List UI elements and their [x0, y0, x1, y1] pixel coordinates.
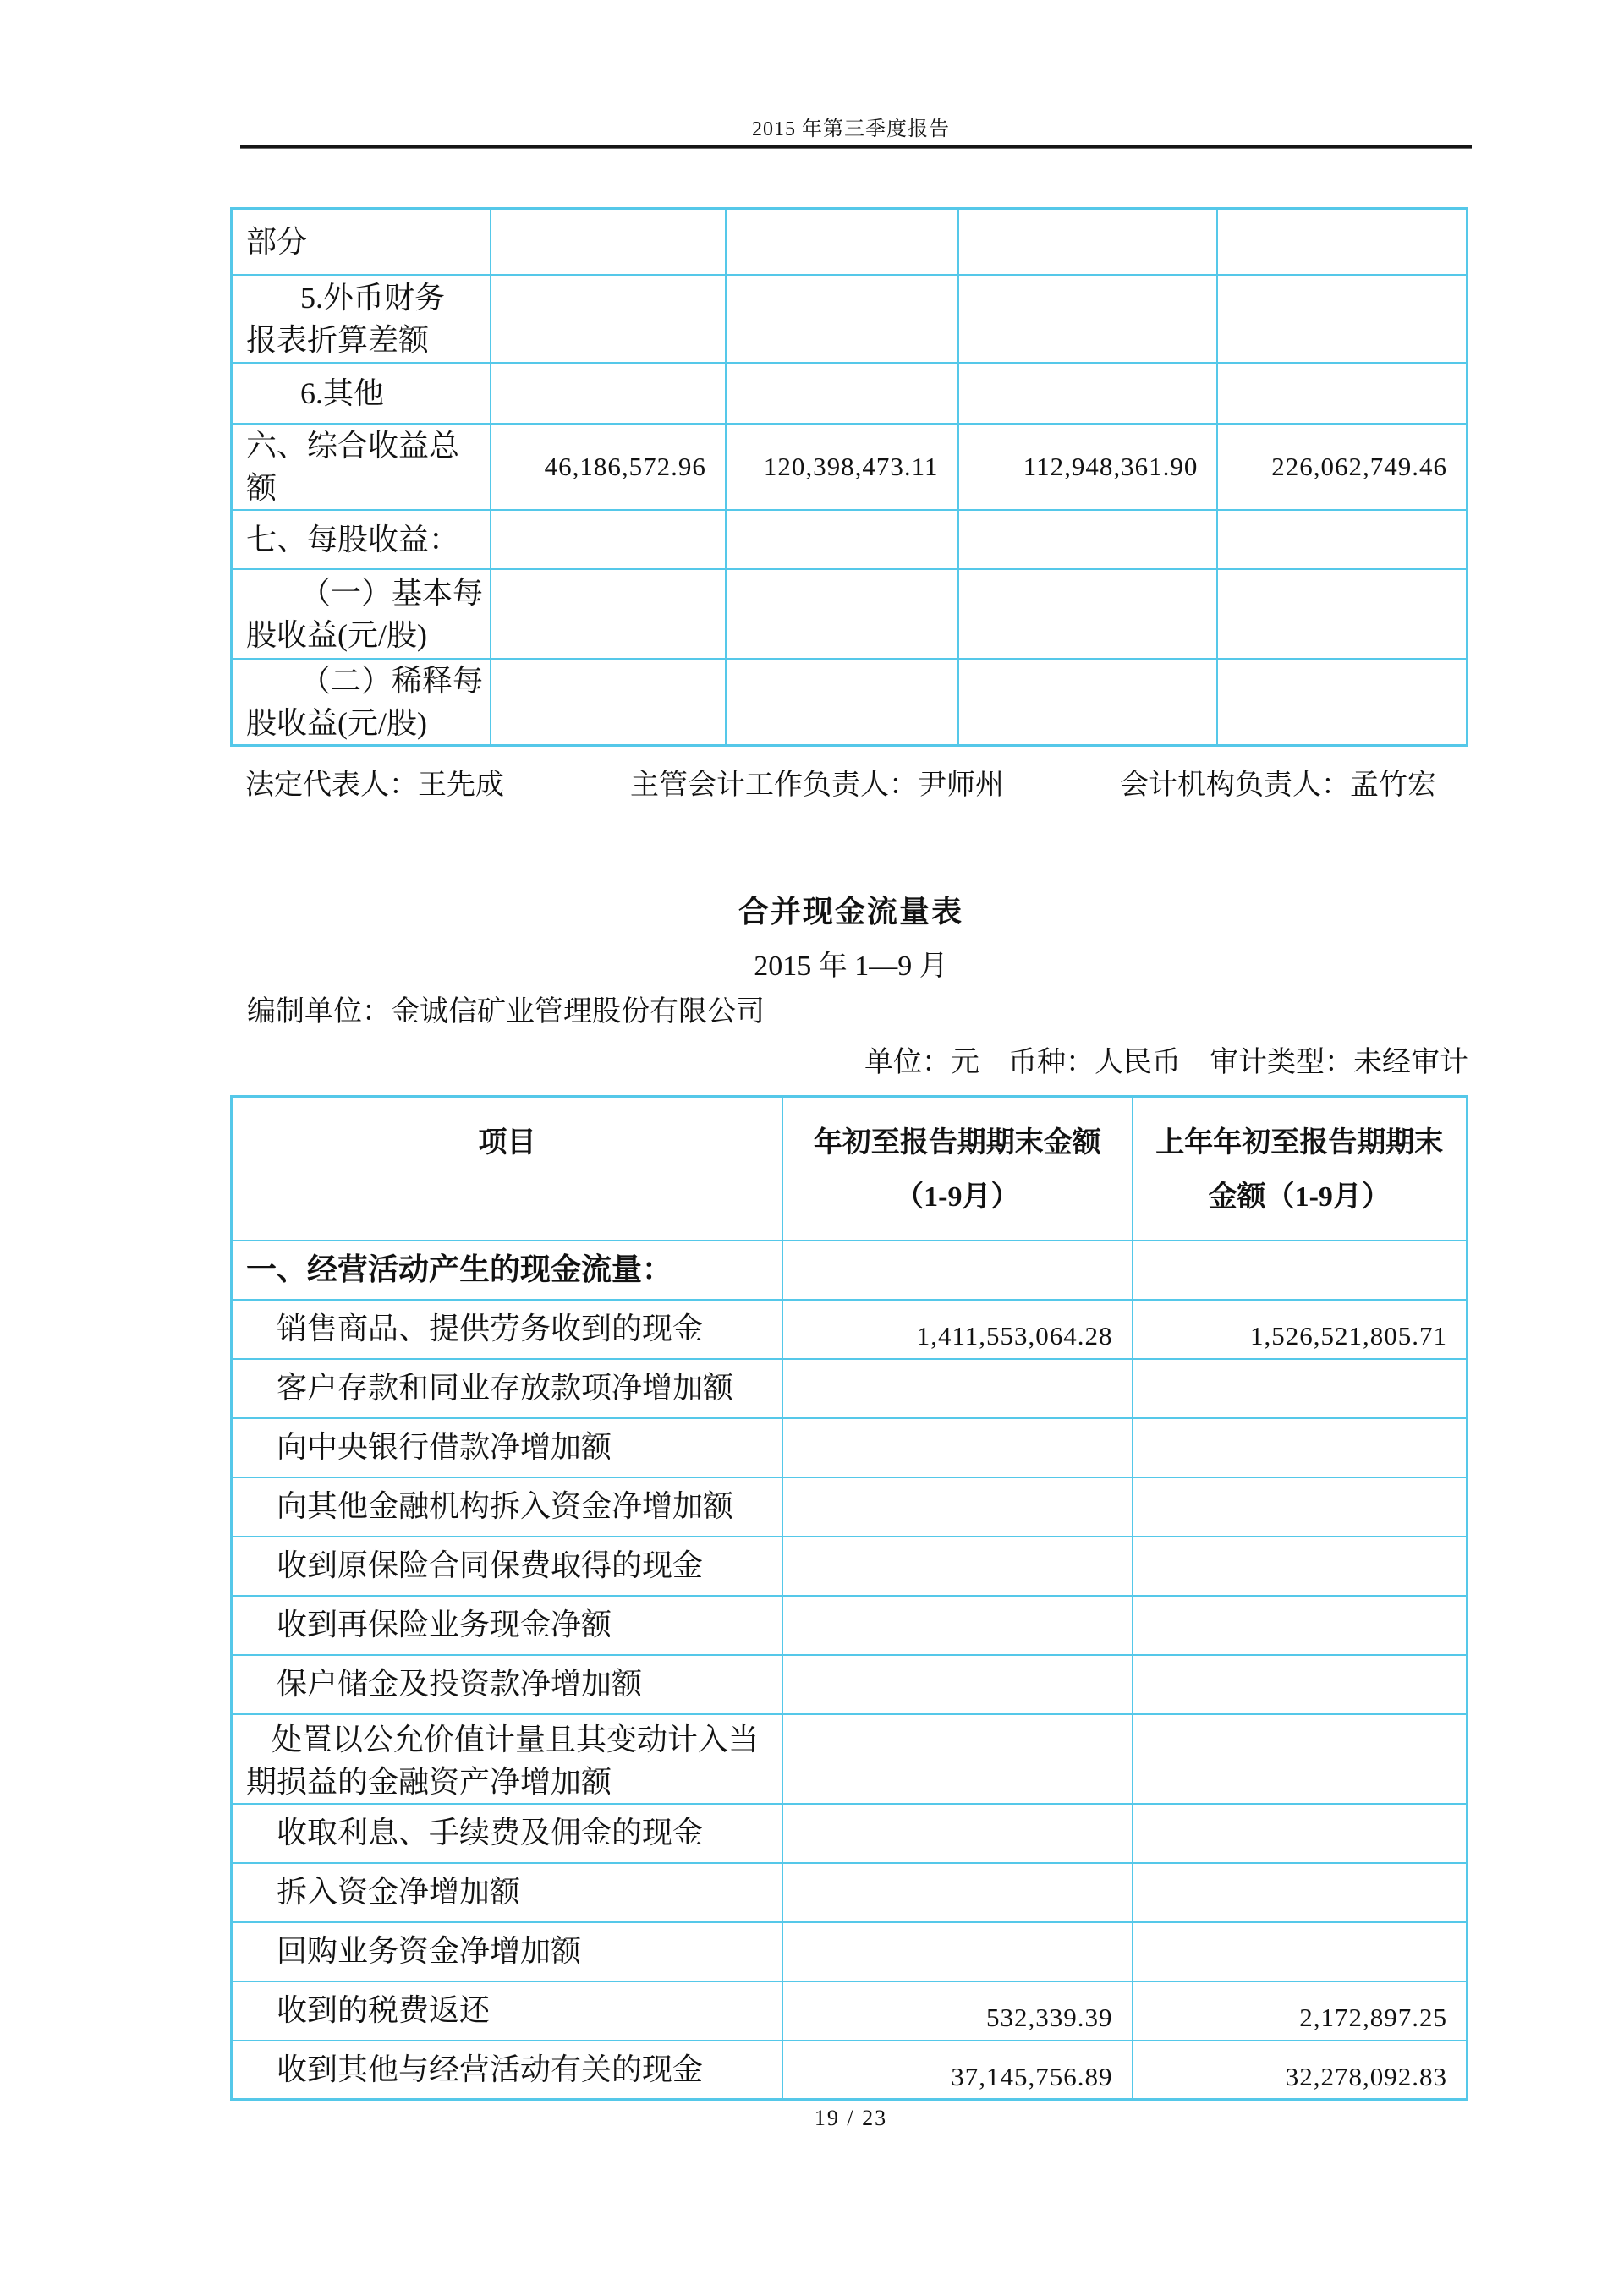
item-label-cell: 收取利息、手续费及佣金的现金	[232, 1804, 783, 1863]
column-header-prior-period: 上年年初至报告期期末 金额（1-9月）	[1133, 1097, 1468, 1241]
item-label-cell: （一）基本每 股收益(元/股)	[232, 569, 491, 659]
table-row	[232, 1655, 1468, 1714]
value-cell: 532,339.39	[782, 1981, 1132, 2041]
value-cell	[782, 1863, 1132, 1922]
item-label-cell: 收到其他与经营活动有关的现金	[232, 2041, 783, 2100]
value-cell	[1217, 363, 1467, 424]
value-cell	[491, 659, 726, 746]
column-header-current-period: 年初至报告期期末金额 （1-9月）	[782, 1097, 1132, 1241]
table-row	[232, 1596, 1468, 1655]
value-cell	[958, 510, 1218, 569]
table-row	[232, 1863, 1468, 1922]
header-rule	[240, 145, 1472, 149]
value-cell	[491, 363, 726, 424]
cashflow-period: 2015 年 1—9 月	[754, 951, 948, 982]
value-cell	[1133, 1655, 1468, 1714]
value-cell	[782, 1804, 1132, 1863]
item-label-cell: 收到的税费返还	[232, 1981, 783, 2041]
value-cell	[1133, 1418, 1468, 1477]
prepared-by: 编制单位：金诚信矿业管理股份有限公司	[247, 996, 765, 1027]
table-header-row	[232, 1097, 1468, 1241]
item-label-cell: 收到原保险合同保费取得的现金	[232, 1537, 783, 1596]
value-cell	[1217, 659, 1467, 746]
value-cell	[782, 1596, 1132, 1655]
value-cell	[726, 659, 958, 746]
table-row	[232, 510, 1468, 569]
value-cell	[782, 1477, 1132, 1537]
cashflow-title: 合并现金流量表	[738, 895, 963, 929]
value-cell	[782, 1714, 1132, 1804]
table-row	[232, 1359, 1468, 1418]
value-cell: 32,278,092.83	[1133, 2041, 1468, 2100]
table-row	[232, 363, 1468, 424]
column-header-item: 项目	[232, 1097, 783, 1241]
table-row	[232, 1418, 1468, 1477]
value-cell	[1217, 510, 1467, 569]
page-number: 19 / 23	[814, 2106, 888, 2130]
item-label-cell: 向中央银行借款净增加额	[232, 1418, 783, 1477]
value-cell: 120,398,473.11	[726, 424, 958, 510]
value-cell	[726, 569, 958, 659]
value-cell	[1217, 569, 1467, 659]
value-cell	[491, 275, 726, 363]
value-cell	[958, 569, 1218, 659]
page-header-title: 2015 年第三季度报告	[752, 118, 950, 140]
accounting-head: 会计机构负责人：孟竹宏	[1120, 770, 1436, 801]
table-row	[232, 1477, 1468, 1537]
cashflow-table-wrap	[230, 1095, 1468, 2101]
table-row	[232, 1714, 1468, 1804]
value-cell	[1133, 1537, 1468, 1596]
value-cell	[1217, 275, 1467, 363]
item-label-cell: （二）稀释每 股收益(元/股)	[232, 659, 491, 746]
value-cell	[726, 209, 958, 275]
value-cell	[1133, 1804, 1468, 1863]
value-cell: 1,411,553,064.28	[782, 1300, 1132, 1359]
value-cell	[958, 275, 1218, 363]
item-label-cell: 七、每股收益：	[232, 510, 491, 569]
income-statement-table	[230, 207, 1468, 747]
table-row	[232, 1537, 1468, 1596]
item-label-cell: 客户存款和同业存放款项净增加额	[232, 1359, 783, 1418]
value-cell	[782, 1922, 1132, 1981]
value-cell: 46,186,572.96	[491, 424, 726, 510]
value-cell	[782, 1655, 1132, 1714]
value-cell	[782, 1418, 1132, 1477]
item-label-cell: 一、经营活动产生的现金流量：	[232, 1241, 783, 1300]
value-cell	[958, 659, 1218, 746]
table-row	[232, 1981, 1468, 2041]
value-cell: 226,062,749.46	[1217, 424, 1467, 510]
item-label-cell: 销售商品、提供劳务收到的现金	[232, 1300, 783, 1359]
item-label-cell: 收到再保险业务现金净额	[232, 1596, 783, 1655]
unit-currency-audit-line: 单位：元 币种：人民币 审计类型：未经审计	[864, 1047, 1468, 1078]
table-row	[232, 2041, 1468, 2100]
table-row	[232, 275, 1468, 363]
value-cell	[726, 363, 958, 424]
value-cell	[726, 510, 958, 569]
table-row	[232, 209, 1468, 275]
chief-accountant: 主管会计工作负责人：尹师州	[630, 770, 1004, 801]
value-cell	[958, 209, 1218, 275]
item-label-cell: 六、综合收益总额	[232, 424, 491, 510]
value-cell: 2,172,897.25	[1133, 1981, 1468, 2041]
value-cell	[1133, 1359, 1468, 1418]
value-cell	[958, 363, 1218, 424]
value-cell	[491, 510, 726, 569]
item-label-cell: 处置以公允价值计量且其变动计入当 期损益的金融资产净增加额	[232, 1714, 783, 1804]
value-cell	[491, 569, 726, 659]
value-cell	[491, 209, 726, 275]
value-cell	[1133, 1241, 1468, 1300]
value-cell	[782, 1359, 1132, 1418]
item-label-cell: 回购业务资金净增加额	[232, 1922, 783, 1981]
value-cell	[1133, 1922, 1468, 1981]
cashflow-table	[230, 1095, 1468, 2101]
item-label-cell: 6.其他	[232, 363, 491, 424]
value-cell	[1133, 1863, 1468, 1922]
value-cell	[1133, 1596, 1468, 1655]
item-label-cell: 保户储金及投资款净增加额	[232, 1655, 783, 1714]
item-label-cell: 5.外币财务 报表折算差额	[232, 275, 491, 363]
item-label-cell: 向其他金融机构拆入资金净增加额	[232, 1477, 783, 1537]
value-cell	[1133, 1714, 1468, 1804]
table-row	[232, 1804, 1468, 1863]
value-cell	[1133, 1477, 1468, 1537]
value-cell: 37,145,756.89	[782, 2041, 1132, 2100]
table-row	[232, 659, 1468, 746]
value-cell	[1217, 209, 1467, 275]
item-label-cell: 拆入资金净增加额	[232, 1863, 783, 1922]
table-row	[232, 1922, 1468, 1981]
table-row	[232, 1300, 1468, 1359]
table-row	[232, 569, 1468, 659]
income-statement-table-wrap	[230, 207, 1468, 747]
value-cell	[782, 1241, 1132, 1300]
table-row	[232, 1241, 1468, 1300]
value-cell	[782, 1537, 1132, 1596]
value-cell: 112,948,361.90	[958, 424, 1218, 510]
item-label-cell: 部分	[232, 209, 491, 275]
value-cell: 1,526,521,805.71	[1133, 1300, 1468, 1359]
legal-representative: 法定代表人：王先成	[245, 770, 504, 801]
value-cell	[726, 275, 958, 363]
table-row	[232, 424, 1468, 510]
